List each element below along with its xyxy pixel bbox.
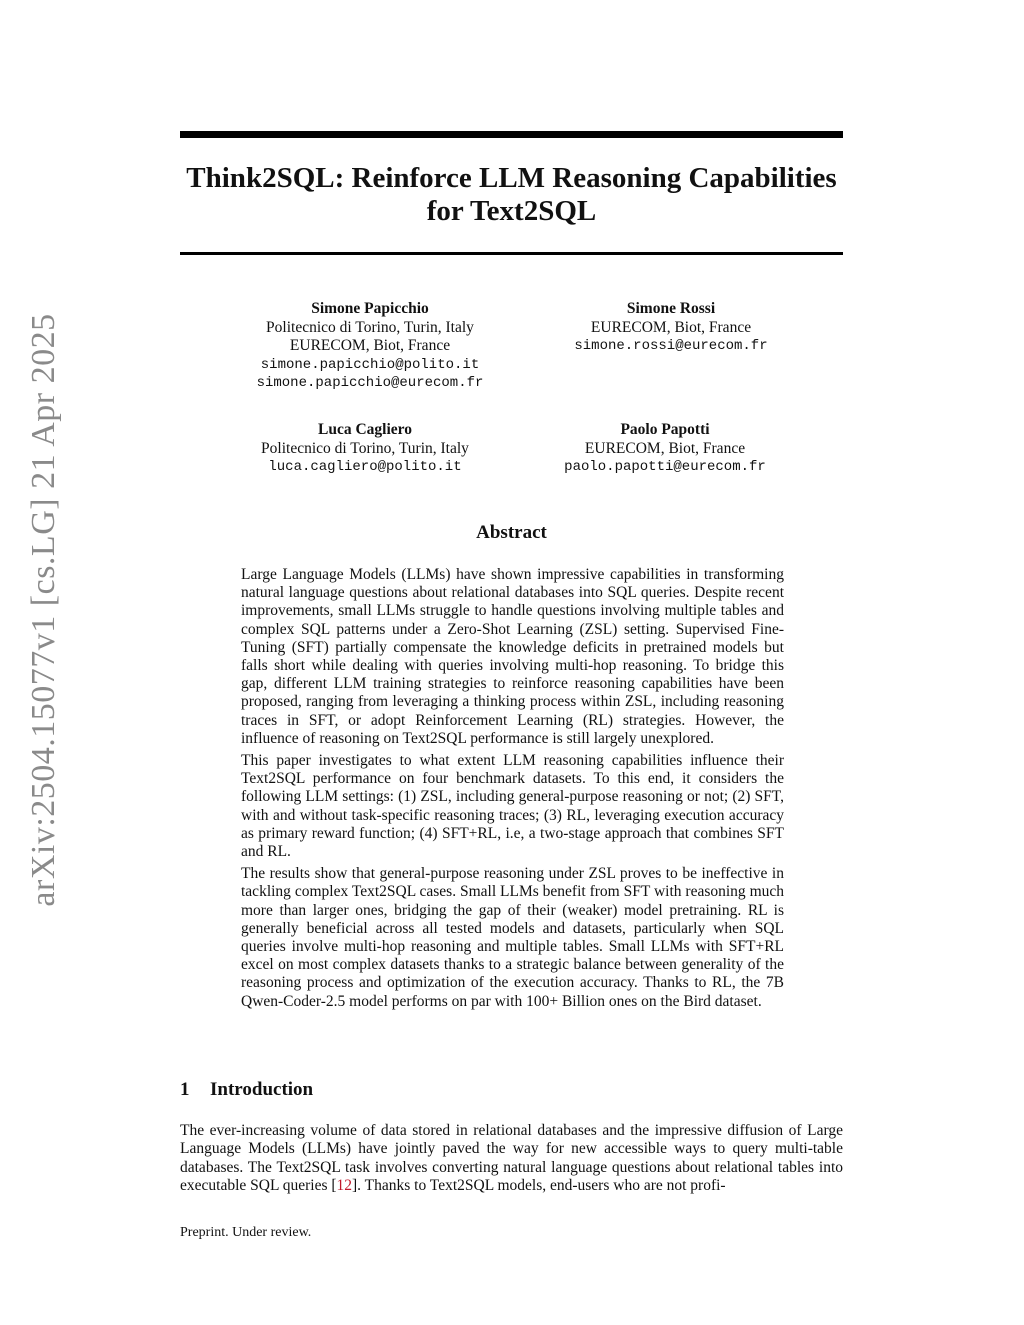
author-name: Simone Rossi [626,300,716,317]
abstract-paragraph: This paper investigates to what extent LLM reasoning capabilities influence their Text2SQL performance on four benchmark datasets. To this end, it considers the following LLM settings: (1) ZSL, including general-purpose reasoning or not; (2) SFT, with and without task-specific reasoning traces; (3) RL, leveraging execution accuracy as primary reward function; (4) SFT+RL, i.e, a two-stage approach that combines SFT and RL. [241,752,784,861]
title-line-1: Think2SQL: Reinforce LLM Reasoning Capabilities [186,162,837,194]
author-email[interactable]: simone.rossi@eurecom.fr [574,338,768,354]
preprint-footer: Preprint. Under review. [180,1225,312,1240]
abstract-body [241,566,784,1015]
citation-link[interactable]: 12 [336,1176,353,1194]
section-title: Introduction [210,1079,314,1100]
arxiv-identifier: arXiv:2504.15077v1 [cs.LG] 21 Apr 2025 [25,313,62,907]
author-affiliation: Politecnico di Torino, Turin, Italy [261,439,469,457]
intro-text: The ever-increasing volume of data stored in relational databases and the impressive diffusion of Large Language Models (LLMs) have jointly paved the way for new accessible ways to query multi-table databases. The Text2SQL task involves converting natural language questions about relational tables into executable SQL queries [ [180,1122,843,1194]
intro-text: ]. Thanks to Text2SQL models, end-users who are not profi- [352,1176,726,1194]
title-rule-top [180,131,843,138]
author-affiliation: Politecnico di Torino, Turin, Italy [266,318,474,336]
author-block [215,421,515,477]
author-email[interactable]: simone.papicchio@polito.it [260,356,480,373]
author-affiliation: EURECOM, Biot, France [590,318,752,336]
author-name: Paolo Papotti [620,421,710,438]
author-affiliation: EURECOM, Biot, France [289,337,451,354]
author-email[interactable]: simone.papicchio@eurecom.fr [256,375,484,391]
author-block [220,300,520,393]
author-block [521,300,821,356]
author-email[interactable]: luca.cagliero@polito.it [268,459,462,475]
title-rule-bottom [180,252,843,255]
intro-paragraph [180,1122,843,1195]
author-email[interactable]: paolo.papotti@eurecom.fr [564,459,766,475]
paper-title [180,162,843,228]
title-line-2: for Text2SQL [426,195,597,227]
section-heading [180,1079,313,1101]
section-number: 1 [180,1079,190,1100]
author-name: Simone Papicchio [311,300,429,317]
abstract-heading: Abstract [476,522,547,543]
author-block [515,421,815,477]
abstract-paragraph: The results show that general-purpose reasoning under ZSL proves to be ineffective in tackling complex Text2SQL cases. Small LLMs benefit from SFT with reasoning much more than larger ones, bridging the gap of their (weaker) model pretraining. RL is generally beneficial across all tested models and datasets, particularly when SQL queries involve multi-hop reasoning and multiple tables. Small LLMs with SFT+RL excel on most complex datasets thanks to a strategic balance between generality of the reasoning process and optimization of the execution accuracy. Thanks to RL, the 7B Qwen-Coder-2.5 model performs on par with 100+ Billion ones on the Bird dataset. [241,865,784,1010]
abstract-paragraph: Large Language Models (LLMs) have shown impressive capabilities in transforming natural language questions about relational databases into SQL queries. Despite recent improvements, small LLMs struggle to handle questions involving multiple tables and complex SQL patterns under a Zero-Shot Learning (ZSL) setting. Supervised Fine-Tuning (SFT) partially compensate the knowledge deficits in pretrained models but falls short while dealing with queries involving multi-hop reasoning. To bridge this gap, different LLM training strategies to reinforce reasoning capabilities have been proposed, ranging from leveraging a thinking process within ZSL, including reasoning traces in SFT, or adopt Reinforcement Learning (RL) strategies. However, the influence of reasoning on Text2SQL performance is still largely unexplored. [241,566,784,747]
author-name: Luca Cagliero [318,421,412,438]
author-affiliation: EURECOM, Biot, France [584,439,746,457]
